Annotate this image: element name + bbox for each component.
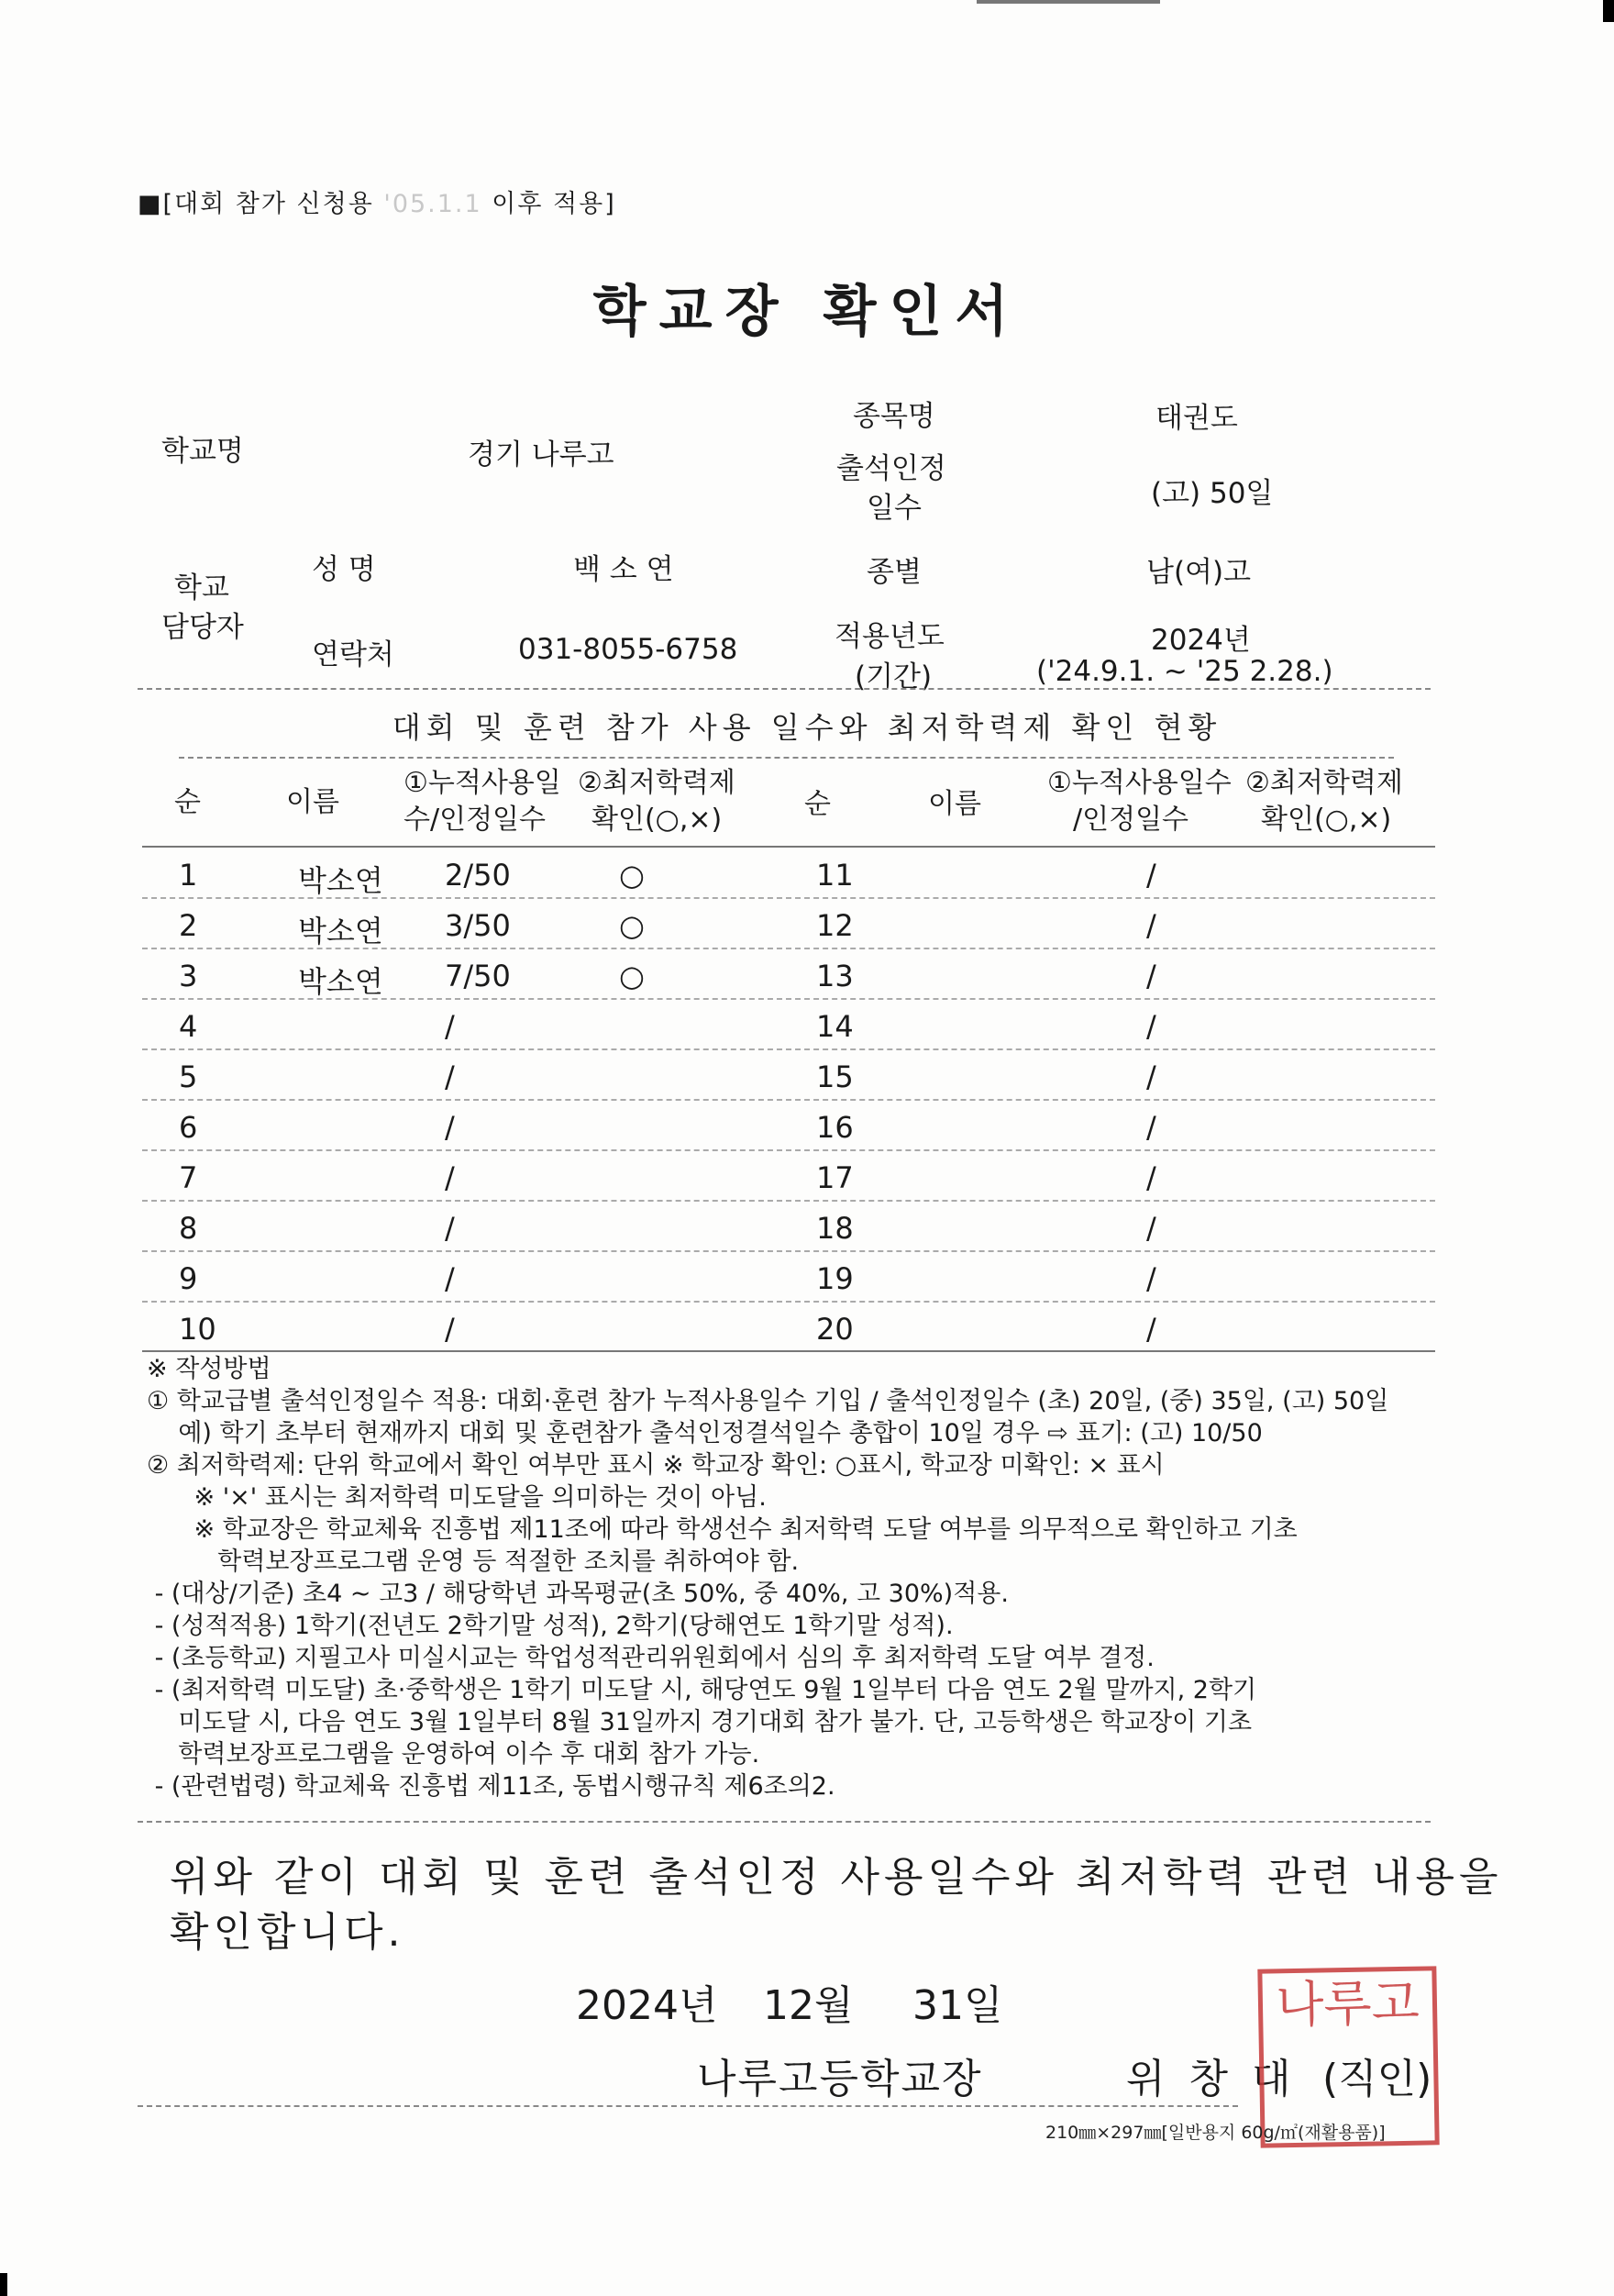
- th-seq-right: 순: [804, 788, 831, 820]
- year-label-1: 적용년도: [835, 620, 945, 653]
- row-used-right: /: [1146, 858, 1156, 893]
- note-line: 예) 학기 초부터 현재까지 대회 및 훈련참가 출석인정결석일수 총합이 10일 경우 ⇨ 표기: (고) 10/50: [147, 1419, 1263, 1447]
- year-label-2: (기간): [855, 660, 933, 693]
- table-row: [142, 1000, 1435, 1050]
- header-note-date: '05.1.1: [383, 190, 482, 218]
- date-day: 31일: [912, 1982, 1003, 2029]
- th-used-right-2: /인정일수: [1073, 804, 1189, 836]
- row-seq-left: 5: [179, 1059, 198, 1094]
- table-title-divider: [179, 757, 1394, 759]
- row-seq-right: 13: [816, 959, 854, 993]
- row-used-right: /: [1146, 1009, 1156, 1044]
- header-note: [138, 183, 616, 219]
- th-seq-left: 순: [174, 786, 201, 818]
- row-used-left: /: [445, 1009, 455, 1044]
- seal-note: (직인): [1322, 2056, 1432, 2102]
- th-name-left: 이름: [286, 786, 339, 818]
- row-used-right: /: [1146, 1261, 1156, 1296]
- th-used-right-1: ①누적사용일수: [1047, 767, 1232, 799]
- th-used-left-2: 수/인정일수: [404, 804, 547, 836]
- row-used-right: /: [1146, 1312, 1156, 1347]
- note-line: ※ '×' 표시는 최저학력 미도달을 의미하는 것이 아님.: [147, 1483, 767, 1512]
- note-line: - (최저학력 미도달) 초·중학생은 1학기 미도달 시, 해당연도 9월 1일부터 다음 연도 2월 말까지, 2학기: [147, 1676, 1257, 1704]
- row-seq-right: 11: [816, 858, 854, 893]
- row-name-left: 박소연: [298, 964, 383, 999]
- attendance-label-2: 일수: [867, 492, 922, 525]
- signer-org: 나루고등학교장: [697, 2056, 983, 2102]
- note-line: 학력보장프로그램을 운영하여 이수 후 대회 참가 가능.: [147, 1740, 760, 1769]
- row-used-right: /: [1146, 908, 1156, 943]
- row-used-left: /: [445, 1110, 455, 1145]
- row-used-left: 7/50: [445, 959, 511, 993]
- attendance-value: (고) 50일: [1151, 477, 1274, 510]
- school-label: 학교명: [161, 435, 244, 468]
- year-value-2: ('24.9.1. ~ '25 2.28.): [1036, 655, 1333, 688]
- row-seq-left: 3: [179, 959, 198, 993]
- name-label: 성 명: [312, 553, 376, 586]
- confirm-line-2: 확인합니다.: [170, 1909, 405, 1956]
- th-conf-right-1: ②최저학력제: [1245, 767, 1403, 799]
- gender-value: 남(여)고: [1146, 556, 1252, 589]
- note-line: - (성적적용) 1학기(전년도 2학기말 성적), 2학기(당해연도 1학기말 성적).: [147, 1612, 954, 1640]
- row-conf-left: ○: [619, 959, 645, 993]
- row-used-right: /: [1146, 1110, 1156, 1145]
- row-name-left: 박소연: [298, 863, 383, 898]
- row-seq-right: 19: [816, 1261, 854, 1296]
- table-row: [142, 1151, 1435, 1202]
- row-used-left: /: [445, 1312, 455, 1347]
- row-used-left: /: [445, 1059, 455, 1094]
- contact-value: 031-8055-6758: [518, 633, 738, 666]
- footer-divider: [138, 2105, 1238, 2107]
- row-used-left: 2/50: [445, 858, 511, 893]
- row-used-right: /: [1146, 1160, 1156, 1195]
- scan-mark-corner: [1603, 0, 1614, 22]
- th-conf-left-1: ②최저학력제: [578, 767, 735, 799]
- row-used-right: /: [1146, 1211, 1156, 1246]
- row-seq-left: 1: [179, 858, 198, 893]
- row-used-right: /: [1146, 1059, 1156, 1094]
- row-seq-right: 17: [816, 1160, 854, 1195]
- th-name-right: 이름: [928, 788, 981, 820]
- th-used-left-1: ①누적사용일: [404, 767, 561, 799]
- scan-mark-top: [977, 0, 1160, 4]
- table-row: [142, 949, 1435, 1000]
- manager-label-1: 학교: [174, 571, 229, 605]
- manager-label-2: 담당자: [161, 611, 244, 644]
- row-seq-left: 6: [179, 1110, 198, 1145]
- row-seq-left: 7: [179, 1160, 198, 1195]
- note-line: ※ 학교장은 학교체육 진흥법 제11조에 따라 학생선수 최저학력 도달 여부를 의무적으로 확인하고 기초: [147, 1515, 1298, 1544]
- row-used-left: /: [445, 1261, 455, 1296]
- row-used-left: /: [445, 1160, 455, 1195]
- attendance-label-1: 출석인정: [836, 452, 946, 485]
- row-seq-right: 15: [816, 1059, 854, 1094]
- row-seq-right: 18: [816, 1211, 854, 1246]
- row-used-left: /: [445, 1211, 455, 1246]
- table-row: [142, 1050, 1435, 1101]
- row-seq-right: 14: [816, 1009, 854, 1044]
- note-line: - (대상/기준) 초4 ~ 고3 / 해당학년 과목평균(초 50%, 중 40%, 고 30%)적용.: [147, 1580, 1009, 1608]
- th-conf-left-2: 확인(○,×): [591, 804, 723, 836]
- table-bottom-line: [142, 1350, 1435, 1352]
- year-value-1: 2024년: [1151, 624, 1251, 657]
- date-year: 2024년: [576, 1982, 718, 2029]
- row-used-right: /: [1146, 959, 1156, 993]
- signer-name: 위 창 대: [1126, 2056, 1297, 2102]
- row-seq-left: 10: [179, 1312, 216, 1347]
- table-row: [142, 1202, 1435, 1252]
- table-row: [142, 1101, 1435, 1151]
- header-note-suffix: 이후 적용]: [492, 190, 616, 218]
- note-line: - (관련법령) 학교체육 진흥법 제11조, 동법시행규칙 제6조의2.: [147, 1772, 835, 1801]
- stamp-text: 나루고: [1275, 1973, 1421, 2035]
- header-note-prefix: ■[대회 참가 신청용: [138, 190, 374, 218]
- table-header-line: [142, 846, 1435, 848]
- table-row: [142, 849, 1435, 899]
- row-seq-left: 4: [179, 1009, 198, 1044]
- row-seq-right: 16: [816, 1110, 854, 1145]
- table-row: [142, 899, 1435, 949]
- note-line: ① 학교급별 출석인정일수 적용: 대회·훈련 참가 누적사용일수 기입 / 출석인정일수 (초) 20일, (중) 35일, (고) 50일: [147, 1387, 1389, 1415]
- paper-size-note: 210㎜×297㎜[일반용지 60g/㎡(재활용품)]: [1045, 2123, 1386, 2143]
- date-month: 12월: [763, 1982, 854, 2029]
- row-seq-right: 20: [816, 1312, 854, 1347]
- row-conf-left: ○: [619, 858, 645, 893]
- contact-label: 연락처: [312, 638, 394, 671]
- note-line: 미도달 시, 다음 연도 3월 1일부터 8월 31일까지 경기대회 참가 불가. 단, 고등학생은 학교장이 기초: [147, 1708, 1253, 1736]
- row-name-left: 박소연: [298, 914, 383, 948]
- confirm-line-1: 위와 같이 대회 및 훈련 출석인정 사용일수와 최저학력 관련 내용을: [170, 1854, 1503, 1901]
- row-seq-left: 2: [179, 908, 198, 943]
- row-conf-left: ○: [619, 908, 645, 943]
- scan-mark-bottom: [0, 2273, 7, 2296]
- table-title: 대회 및 훈련 참가 사용 일수와 최저학력제 확인 현황: [392, 710, 1222, 745]
- table-row: [142, 1252, 1435, 1303]
- gender-label: 종별: [867, 556, 922, 589]
- document-title: 학교장 확인서: [592, 280, 1022, 344]
- th-conf-right-2: 확인(○,×): [1261, 804, 1392, 836]
- notes-divider: [138, 1821, 1431, 1823]
- row-used-left: 3/50: [445, 908, 511, 943]
- note-line: 학력보장프로그램 운영 등 적절한 조치를 취하여야 함.: [147, 1547, 800, 1576]
- school-value: 경기 나루고: [468, 438, 614, 471]
- info-divider: [138, 688, 1431, 690]
- note-line: - (초등학교) 지필고사 미실시교는 학업성적관리위원회에서 심의 후 최저학력 도달 여부 결정.: [147, 1644, 1155, 1672]
- event-label: 종목명: [853, 400, 935, 433]
- event-value: 태권도: [1155, 402, 1238, 435]
- name-value: 백 소 연: [573, 553, 674, 586]
- notes-heading: ※ 작성방법: [147, 1355, 271, 1383]
- row-seq-left: 8: [179, 1211, 198, 1246]
- writing-instructions: [147, 1353, 1388, 1802]
- row-seq-left: 9: [179, 1261, 198, 1296]
- table-row: [142, 1303, 1435, 1353]
- note-line: ② 최저학력제: 단위 학교에서 확인 여부만 표시 ※ 학교장 확인: ○표시, 학교장 미확인: × 표시: [147, 1451, 1165, 1480]
- row-seq-right: 12: [816, 908, 854, 943]
